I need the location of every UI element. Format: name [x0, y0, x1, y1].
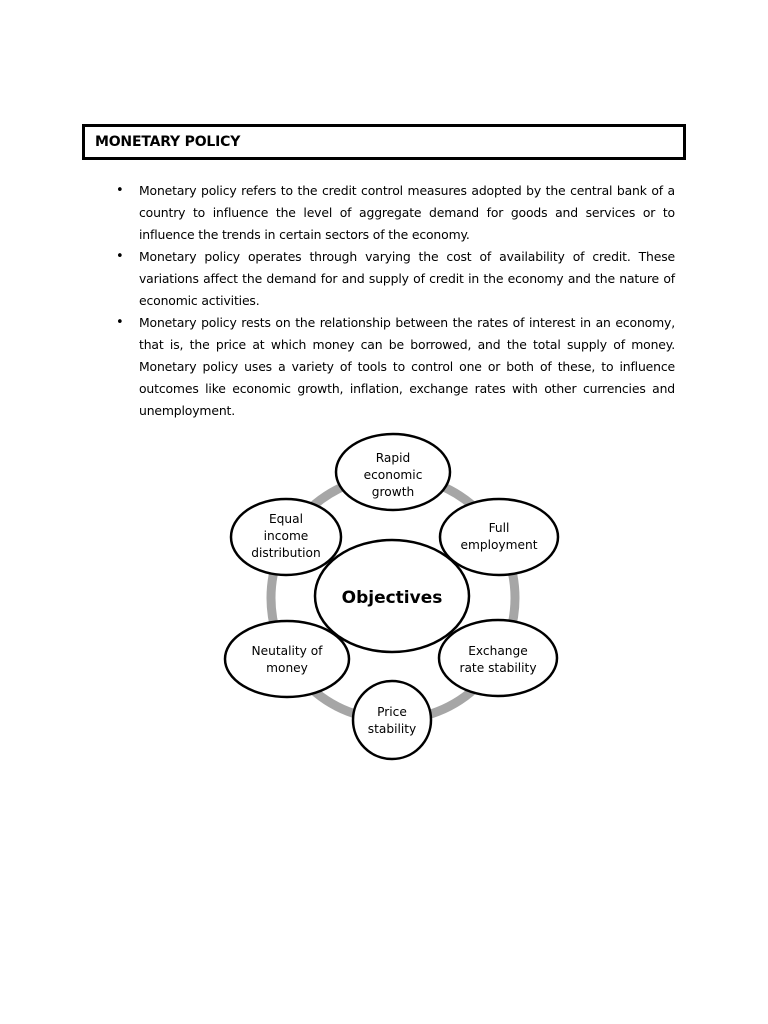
bullet-dot-icon: • — [116, 183, 124, 198]
page-title: MONETARY POLICY — [95, 134, 241, 150]
node-exchange-line1: Exchange — [468, 644, 528, 658]
node-rapid-growth — [336, 434, 450, 510]
node-equal-line1: Equal — [268, 512, 304, 526]
node-rapid-line3: growth — [371, 485, 415, 499]
node-neutrality-line2: money — [266, 661, 308, 675]
node-rapid-line2: economic — [363, 468, 423, 482]
node-full-line1: Full — [488, 521, 510, 535]
node-equal-line3: distribution — [251, 546, 321, 560]
node-neutrality-line1: Neutality of — [251, 644, 323, 658]
node-price-line2: stability — [367, 722, 417, 736]
node-full-line2: employment — [460, 538, 538, 552]
bullet-text-3: Monetary policy rests on the relationship between the rates of interest in an economy, that is, the price at which money can be borrowed, and the total supply of money. Monetary policy uses a variety of tools to control one or both of these, to influence outcomes like economic growth, inflation, exchange rates with other currencies and unemployment. — [139, 315, 675, 418]
bullet-text-1: Monetary policy refers to the credit control measures adopted by the central bank of a country to influence the level of aggregate demand for goods and services or to influence the trends in certain sectors of the economy. — [139, 183, 675, 242]
node-neutrality-money — [225, 621, 349, 697]
bullet-dot-icon: • — [116, 249, 124, 264]
node-exchange-rate — [439, 620, 557, 696]
center-label: Objectives — [341, 588, 443, 608]
node-full-employment — [440, 499, 558, 575]
node-price-line1: Price — [377, 705, 407, 719]
node-exchange-line2: rate stability — [459, 661, 537, 675]
node-equal-income — [231, 499, 341, 575]
node-price-stability — [353, 681, 431, 759]
node-equal-line2: income — [263, 529, 309, 543]
node-rapid-line1: Rapid — [375, 451, 411, 465]
bullet-text-2: Monetary policy operates through varying the cost of availability of credit. These variations affect the demand for and supply of credit in the economy and the nature of economic activities. — [139, 249, 675, 308]
bullet-dot-icon: • — [116, 315, 124, 330]
